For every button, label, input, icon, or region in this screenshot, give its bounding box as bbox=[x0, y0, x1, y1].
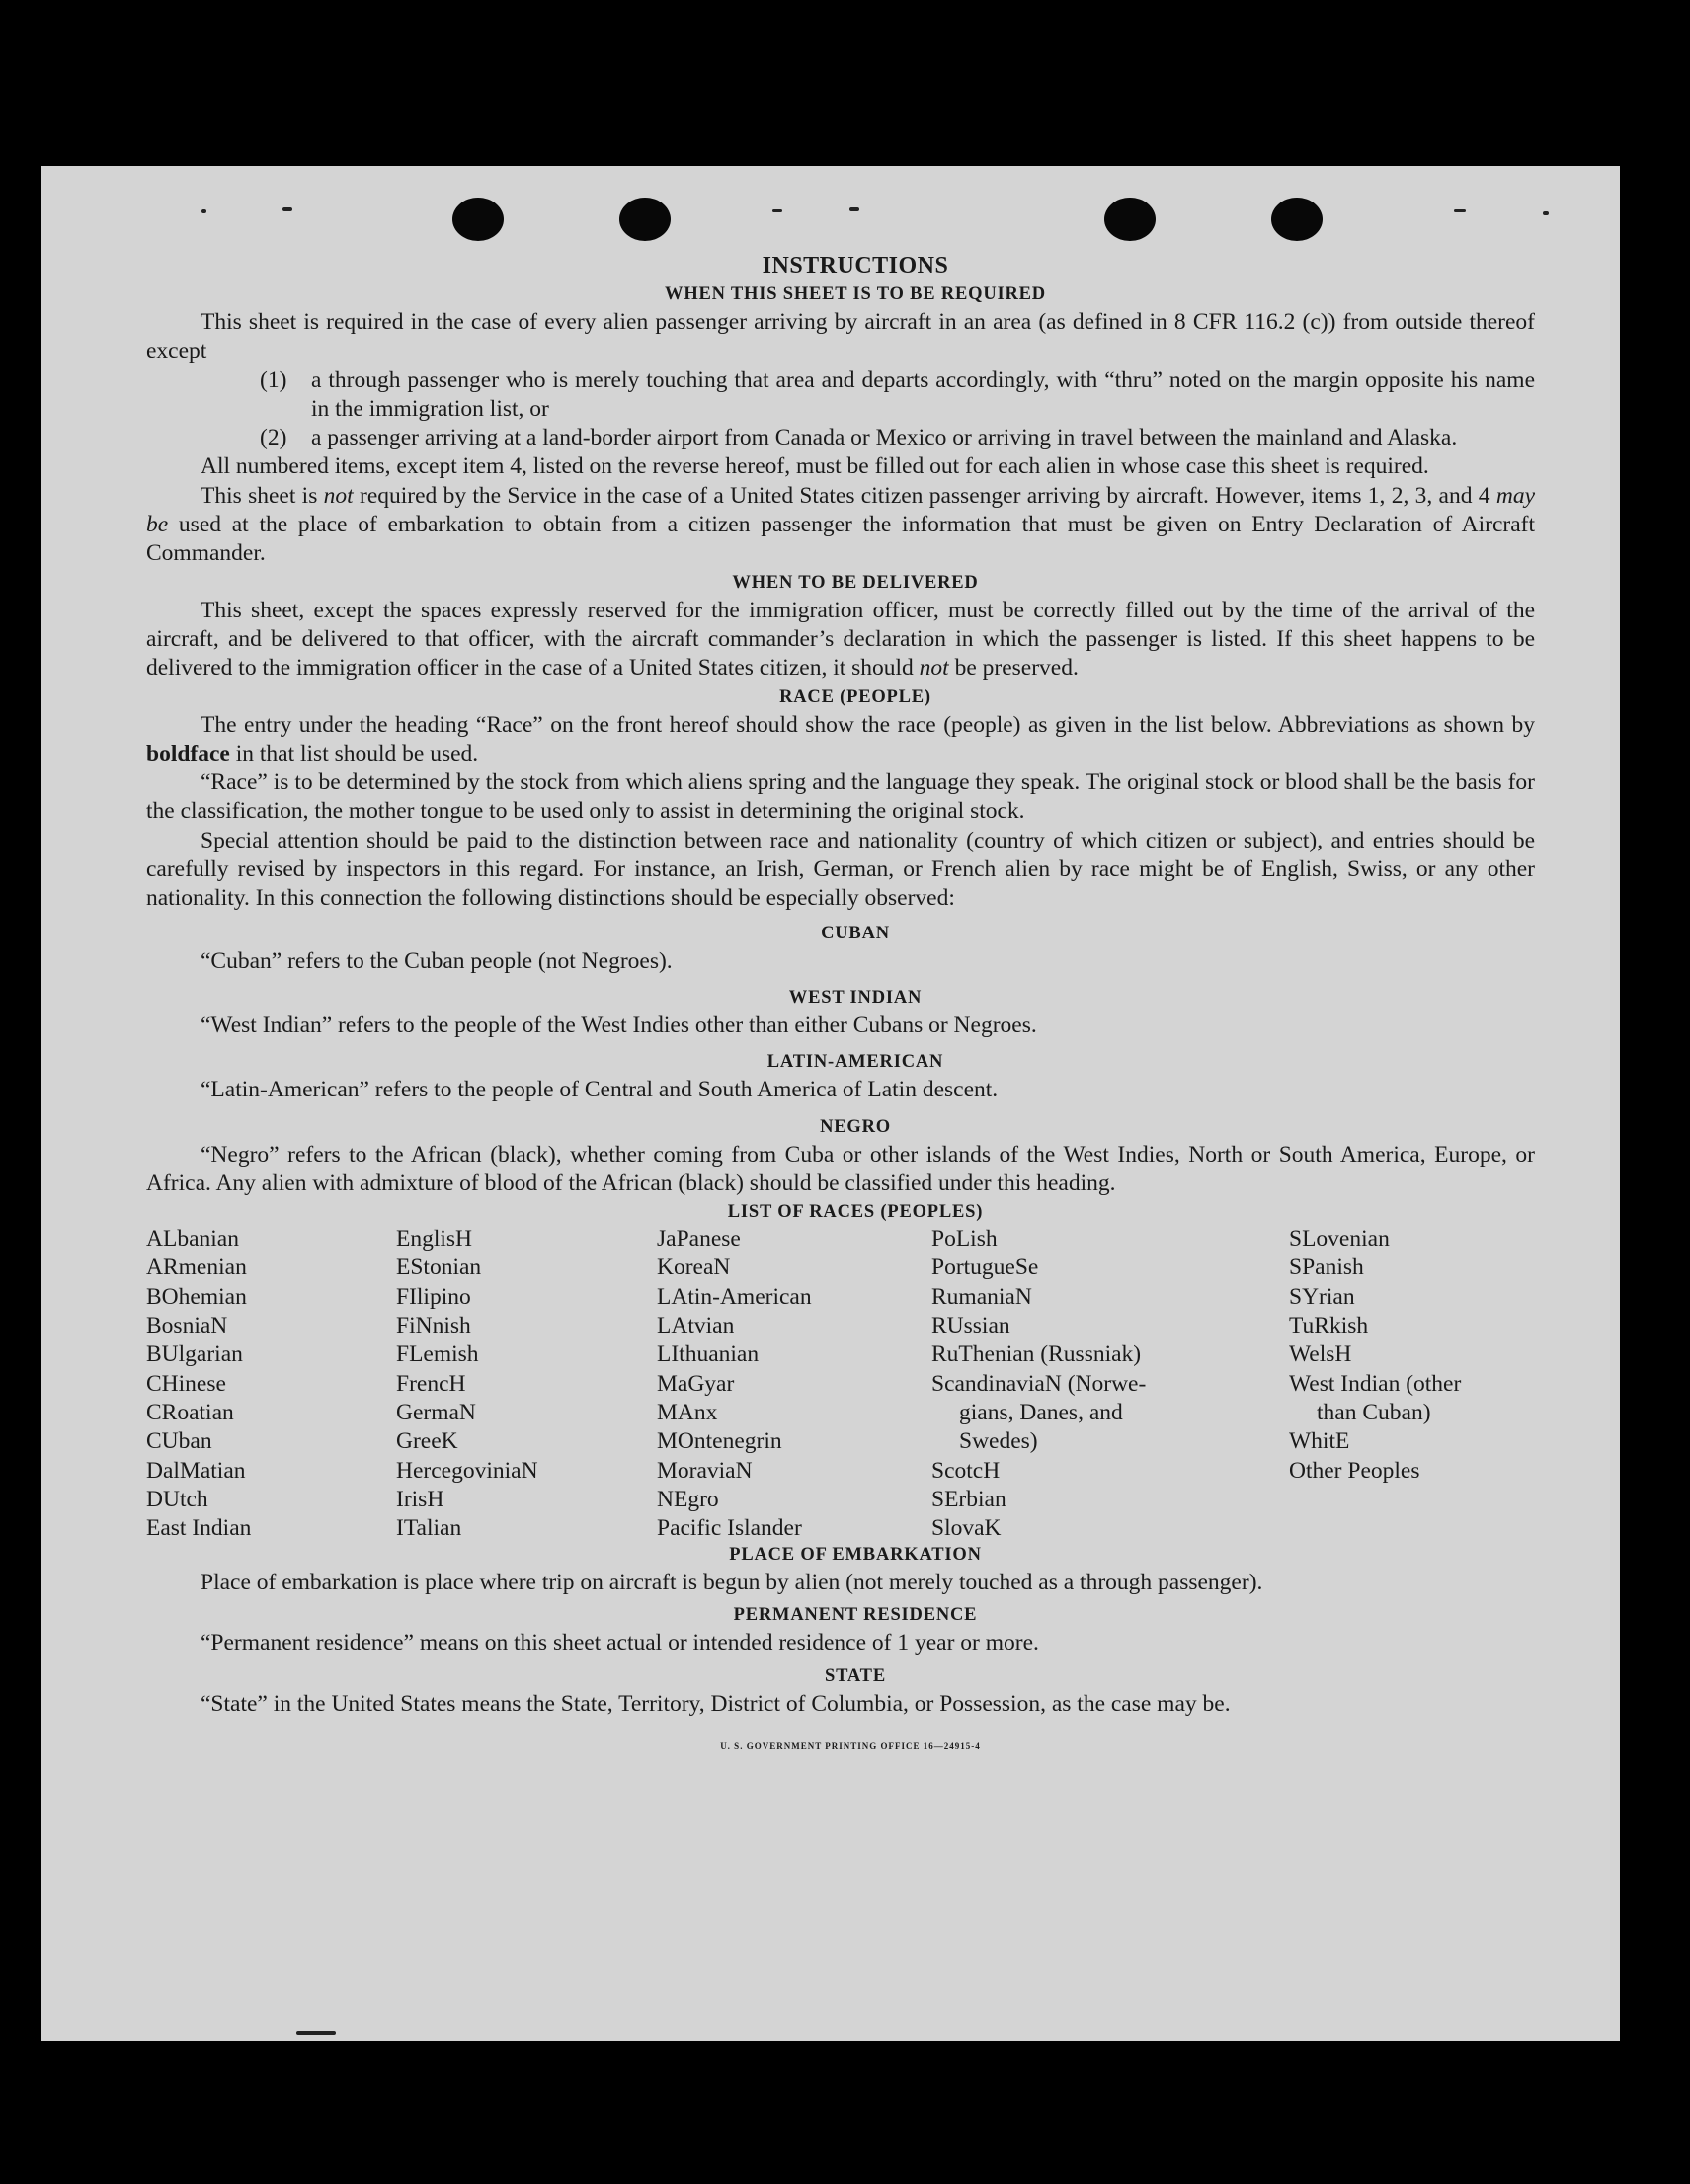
race-entry: LAtvian bbox=[657, 1313, 735, 1339]
race-entry: EStonian bbox=[396, 1254, 482, 1281]
race-entry: RUssian bbox=[931, 1313, 1010, 1339]
race-entry: ITalian bbox=[396, 1515, 462, 1542]
instructions-content bbox=[146, 251, 1535, 1761]
race-entry: LAtin-American bbox=[657, 1283, 812, 1310]
race-entry: ScandinaviaN (Norwe- bbox=[931, 1370, 1147, 1397]
section-heading-required: WHEN THIS SHEET IS TO BE REQUIRED bbox=[665, 284, 1046, 304]
section-heading-latin-american: LATIN-AMERICAN bbox=[766, 1052, 944, 1073]
race-column bbox=[146, 1225, 251, 1543]
race-entry: West Indian (other bbox=[1289, 1370, 1462, 1397]
paragraph: This sheet is not required by the Service in the case of a United States citizen passenger arriving by aircraft. However, items 1, 2, 3, and 4 may be used at the place of embarkation to obtain from a citizen passenger the information that must be given on Entry Declaration of Aircraft Commander. bbox=[146, 482, 1535, 567]
race-entry: CRoatian bbox=[146, 1399, 234, 1425]
scan-speck bbox=[849, 207, 859, 211]
race-entry: MaGyar bbox=[657, 1370, 735, 1397]
race-entry: FLemish bbox=[396, 1341, 479, 1368]
race-entry: DalMatian bbox=[146, 1457, 246, 1484]
scan-speck bbox=[1543, 211, 1549, 215]
punch-hole bbox=[1271, 198, 1323, 241]
race-column bbox=[931, 1225, 1146, 1543]
paragraph: “Negro” refers to the African (black), whether coming from Cuba or other islands of the West Indies, North or South America, Europe, or Africa. Any alien with admixture of blood of the African (black) should be classified under this heading. bbox=[146, 1141, 1535, 1196]
scan-speck bbox=[772, 209, 782, 212]
paragraph: Place of embarkation is place where trip on aircraft is begun by alien (not merely touched as a through passenger). bbox=[201, 1570, 1263, 1596]
paragraph: The entry under the heading “Race” on the front hereof should show the race (people) as given in the list below. Abbreviations as shown by boldface in that list should be used. bbox=[146, 711, 1535, 767]
race-entry: WelsH bbox=[1289, 1341, 1352, 1368]
race-entry: KoreaN bbox=[657, 1254, 731, 1281]
printing-office-imprint: U. S. GOVERNMENT PRINTING OFFICE 16—24915-4 bbox=[720, 1741, 981, 1752]
document-sheet bbox=[41, 166, 1620, 2041]
race-entry: FrencH bbox=[396, 1370, 466, 1397]
punch-hole bbox=[452, 198, 504, 241]
race-entry: EnglisH bbox=[396, 1226, 473, 1253]
list-item bbox=[146, 366, 1535, 425]
race-entry: BOhemian bbox=[146, 1283, 247, 1310]
paragraph: All numbered items, except item 4, listed on the reverse hereof, must be filled out for each alien in whose case this sheet is required. bbox=[201, 453, 1429, 480]
section-heading-embarkation: PLACE OF EMBARKATION bbox=[729, 1545, 982, 1566]
section-heading-cuban: CUBAN bbox=[821, 923, 890, 943]
section-heading-delivered: WHEN TO BE DELIVERED bbox=[732, 572, 979, 593]
race-entry: TuRkish bbox=[1289, 1313, 1369, 1339]
item-text: a through passenger who is merely touching that area and departs accordingly, with “thru” noted on the margin opposite his name in the immigration list, or bbox=[311, 366, 1535, 422]
punch-hole bbox=[619, 198, 671, 241]
race-entry: GreeK bbox=[396, 1428, 458, 1455]
race-entry: PoLish bbox=[931, 1226, 998, 1253]
race-entry: BosniaN bbox=[146, 1313, 228, 1339]
race-entry-continuation: Swedes) bbox=[959, 1428, 1038, 1455]
section-heading-negro: NEGRO bbox=[820, 1116, 891, 1137]
race-entry: JaPanese bbox=[657, 1226, 741, 1253]
race-entry: GermaN bbox=[396, 1399, 476, 1425]
race-column bbox=[657, 1225, 812, 1543]
race-entry: ALbanian bbox=[146, 1226, 239, 1253]
paragraph: “Race” is to be determined by the stock from which aliens spring and the language they speak. The original stock or blood shall be the basis for the classification, the mother tongue to be used only to assist in determining the original stock. bbox=[146, 769, 1535, 825]
race-entry: LIthuanian bbox=[657, 1341, 760, 1368]
item-number: (1) bbox=[260, 366, 287, 393]
race-entry: MoraviaN bbox=[657, 1457, 753, 1484]
race-entry: MOntenegrin bbox=[657, 1428, 782, 1455]
race-entry: IrisH bbox=[396, 1486, 444, 1512]
section-heading-west-indian: WEST INDIAN bbox=[788, 987, 923, 1008]
section-heading-residence: PERMANENT RESIDENCE bbox=[733, 1605, 978, 1626]
paragraph: “State” in the United States means the State, Territory, District of Columbia, or Possession, as the case may be. bbox=[201, 1690, 1231, 1717]
punch-hole bbox=[1104, 198, 1156, 241]
race-entry: CUban bbox=[146, 1428, 212, 1455]
race-entry: CHinese bbox=[146, 1370, 226, 1397]
item-number: (2) bbox=[260, 425, 287, 451]
race-entry: SPanish bbox=[1289, 1254, 1364, 1281]
race-entry-continuation: gians, Danes, and bbox=[959, 1399, 1123, 1425]
scan-speck bbox=[296, 2031, 336, 2035]
race-entry: PortugueSe bbox=[931, 1254, 1039, 1281]
paragraph: “Permanent residence” means on this sheet actual or intended residence of 1 year or more. bbox=[201, 1630, 1039, 1657]
race-entry: ARmenian bbox=[146, 1254, 247, 1281]
paragraph: “Latin-American” refers to the people of Central and South America of Latin descent. bbox=[201, 1077, 999, 1103]
race-list bbox=[146, 1225, 1535, 1541]
scan-speck bbox=[282, 207, 292, 211]
page-title: INSTRUCTIONS bbox=[762, 253, 949, 279]
race-entry: SYrian bbox=[1289, 1283, 1355, 1310]
paragraph: Special attention should be paid to the distinction between race and nationality (country of which citizen or subject), and entries should be carefully revised by inspectors in this regard. For instance, an Irish, German, or French alien by race might be of English, Swiss, or any other nationality. In this connection the following distinctions should be especially observed: bbox=[146, 827, 1535, 912]
scan-speck bbox=[201, 209, 206, 213]
race-entry: HercegoviniaN bbox=[396, 1457, 538, 1484]
race-entry: MAnx bbox=[657, 1399, 718, 1425]
section-heading-list-of-races: LIST OF RACES (PEOPLES) bbox=[727, 1202, 984, 1223]
race-entry: East Indian bbox=[146, 1515, 252, 1542]
race-column bbox=[1289, 1225, 1461, 1486]
scan-speck bbox=[1454, 209, 1466, 212]
race-entry: RumaniaN bbox=[931, 1283, 1032, 1310]
race-entry: FIlipino bbox=[396, 1283, 471, 1310]
race-entry: SlovaK bbox=[931, 1515, 1002, 1542]
item-text: a passenger arriving at a land-border airport from Canada or Mexico or arriving in travel between the mainland and Alaska. bbox=[311, 425, 1458, 451]
list-item bbox=[146, 424, 1535, 452]
race-entry: ScotcH bbox=[931, 1457, 1001, 1484]
paragraph: “West Indian” refers to the people of the West Indies other than either Cubans or Negroes. bbox=[201, 1011, 1037, 1038]
race-entry: SLovenian bbox=[1289, 1226, 1390, 1253]
race-entry: WhitE bbox=[1289, 1428, 1350, 1455]
race-entry: BUlgarian bbox=[146, 1341, 243, 1368]
paragraph: “Cuban” refers to the Cuban people (not Negroes). bbox=[201, 947, 673, 974]
race-entry: DUtch bbox=[146, 1486, 208, 1512]
race-entry: Pacific Islander bbox=[657, 1515, 802, 1542]
race-column bbox=[396, 1225, 538, 1543]
section-heading-race: RACE (PEOPLE) bbox=[779, 687, 931, 707]
race-entry: SErbian bbox=[931, 1486, 1006, 1512]
race-entry: NEgro bbox=[657, 1486, 719, 1512]
paragraph: This sheet, except the spaces expressly reserved for the immigration officer, must be correctly filled out by the time of the arrival of the aircraft, and be delivered to that officer, with the aircraft commander’s declaration in which the passenger is listed. If this sheet happens to be delivered to the immigration officer in the case of a United States citizen, it should not be preserved. bbox=[146, 597, 1535, 682]
paragraph: This sheet is required in the case of every alien passenger arriving by aircraft in an area (as defined in 8 CFR 116.2 (c)) from outside thereof except bbox=[146, 309, 1535, 364]
race-entry-continuation: than Cuban) bbox=[1317, 1399, 1431, 1425]
section-heading-state: STATE bbox=[825, 1665, 886, 1686]
race-entry: FiNnish bbox=[396, 1313, 471, 1339]
race-entry: RuThenian (Russniak) bbox=[931, 1341, 1142, 1368]
race-entry: Other Peoples bbox=[1289, 1457, 1420, 1484]
